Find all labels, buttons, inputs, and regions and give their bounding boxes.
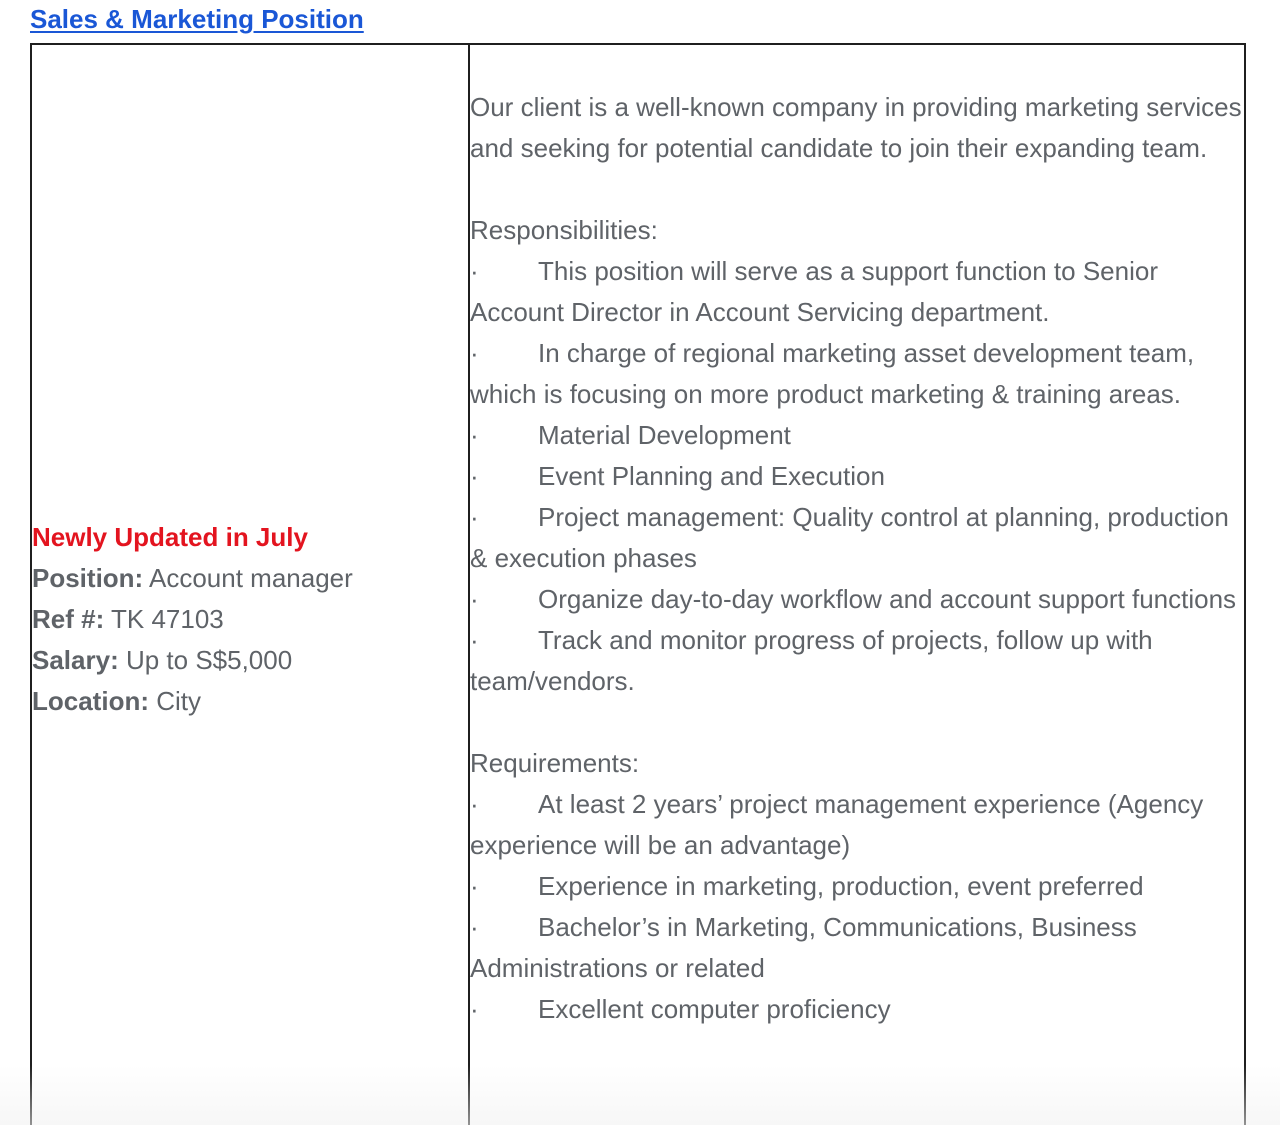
updated-notice: Newly Updated in July xyxy=(32,522,308,552)
responsibility-item xyxy=(470,456,1242,497)
responsibility-text: Material Development xyxy=(538,420,791,450)
requirement-item xyxy=(470,989,1242,1030)
responsibility-text: Project management: Quality control at planning, production & execution phases xyxy=(470,502,1229,573)
position-value: Account manager xyxy=(143,563,353,593)
responsibility-item xyxy=(470,415,1242,456)
responsibility-text: This position will serve as a support function to Senior Account Director in Account Servicing department. xyxy=(470,256,1158,327)
requirement-text: At least 2 years’ project management experience (Agency experience will be an advantage) xyxy=(470,789,1204,860)
bullet-dot: · xyxy=(470,789,479,819)
job-description xyxy=(470,87,1242,1030)
bullet-dot: · xyxy=(470,584,479,614)
responsibility-text: In charge of regional marketing asset development team, which is focusing on more product marketing & training areas. xyxy=(470,338,1195,409)
bullet-dot: · xyxy=(470,420,479,450)
salary-label: Salary: xyxy=(32,645,119,675)
ref-field xyxy=(32,599,353,640)
location-field xyxy=(32,681,353,722)
requirement-text: Excellent computer proficiency xyxy=(538,994,891,1024)
bullet-dot: · xyxy=(470,461,479,491)
responsibility-text: Event Planning and Execution xyxy=(538,461,885,491)
position-label: Position: xyxy=(32,563,144,593)
bullet-dot: · xyxy=(470,912,479,942)
job-summary-cell xyxy=(32,45,470,1125)
responsibilities-heading: Responsibilities: xyxy=(470,215,658,245)
responsibility-text: Organize day-to-day workflow and account support functions xyxy=(538,584,1237,614)
paragraph-spacer xyxy=(470,169,1242,210)
bullet-dot: · xyxy=(470,625,479,655)
requirements-heading: Requirements: xyxy=(470,748,640,778)
responsibility-item xyxy=(470,497,1242,579)
bullet-dot: · xyxy=(470,256,479,286)
intro-paragraph: Our client is a well-known company in providing marketing services and seeking for potential candidate to join their expanding team. xyxy=(470,92,1242,163)
ref-label: Ref #: xyxy=(32,604,105,634)
bullet-dot: · xyxy=(470,871,479,901)
responsibility-item xyxy=(470,579,1242,620)
bullet-dot: · xyxy=(470,502,479,532)
requirement-item xyxy=(470,907,1242,989)
location-label: Location: xyxy=(32,686,149,716)
location-value: City xyxy=(149,686,201,716)
requirement-item xyxy=(470,784,1242,866)
job-description-cell xyxy=(470,45,1244,1125)
bullet-dot: · xyxy=(470,994,479,1024)
job-summary xyxy=(32,517,353,722)
position-title-link[interactable]: Sales & Marketing Position xyxy=(30,4,364,34)
salary-value: Up to S$5,000 xyxy=(118,645,293,675)
position-field xyxy=(32,558,353,599)
requirement-text: Bachelor’s in Marketing, Communications, Business Administrations or related xyxy=(470,912,1137,983)
responsibility-item xyxy=(470,251,1242,333)
responsibility-text: Track and monitor progress of projects, follow up with team/vendors. xyxy=(470,625,1153,696)
job-details-table xyxy=(30,43,1246,1125)
bullet-dot: · xyxy=(470,338,479,368)
ref-value: TK 47103 xyxy=(104,604,224,634)
responsibility-item xyxy=(470,620,1242,702)
requirement-item xyxy=(470,866,1242,907)
salary-field xyxy=(32,640,353,681)
responsibility-item xyxy=(470,333,1242,415)
requirement-text: Experience in marketing, production, event preferred xyxy=(538,871,1144,901)
paragraph-spacer xyxy=(470,702,1242,743)
